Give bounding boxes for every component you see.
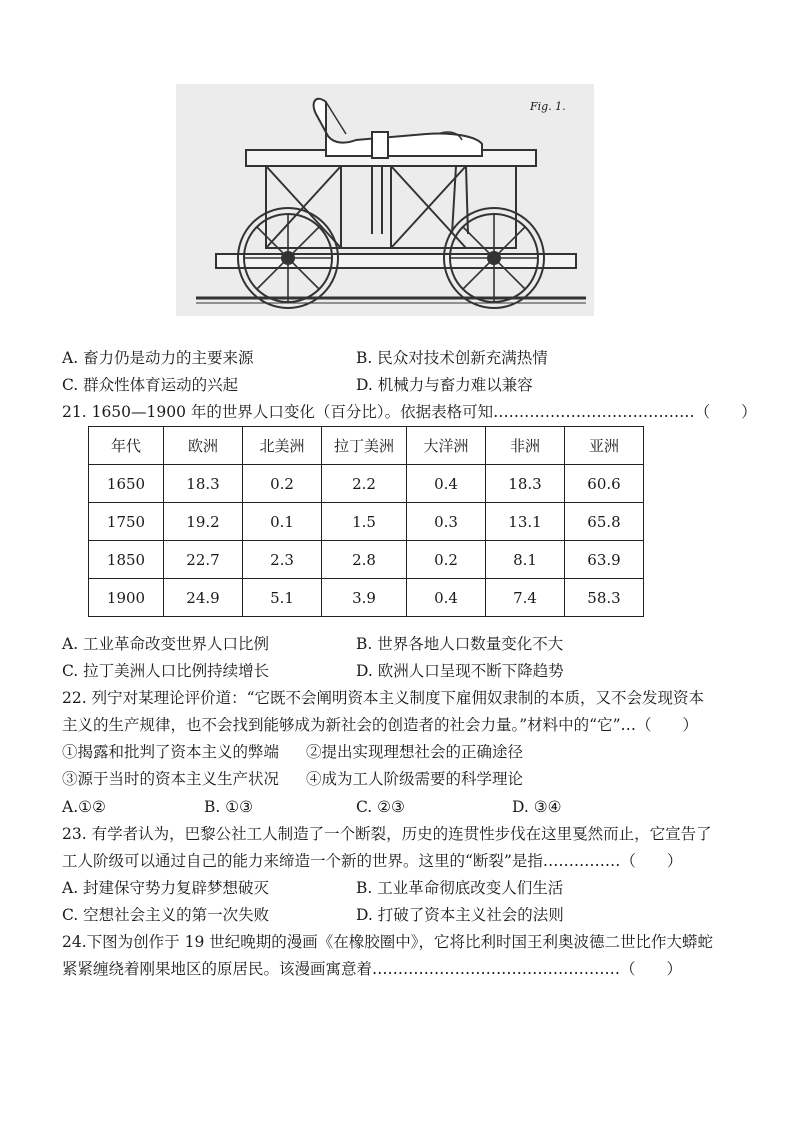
population-table (88, 426, 644, 617)
q23-option-c: C. 空想社会主义的第一次失败 (62, 906, 270, 924)
table-cell: 1650 (89, 465, 164, 503)
table-cell: 24.9 (164, 579, 243, 617)
q20-option-d: D. 机械力与畜力难以兼容 (356, 376, 533, 394)
table-cell: 19.2 (164, 503, 243, 541)
q23-stem-line1: 23. 有学者认为，巴黎公社工人制造了一个断裂，历史的连贯性步伐在这里戛然而止，它宣告了 (62, 825, 712, 843)
q21-option-c: C. 拉丁美洲人口比例持续增长 (62, 662, 270, 680)
table-cell: 18.3 (486, 465, 565, 503)
q23-option-b: B. 工业革命彻底改变人们生活 (356, 879, 564, 897)
table-cell: 0.4 (407, 465, 486, 503)
table-cell: 0.1 (243, 503, 322, 541)
table-row (89, 503, 644, 541)
q22-stem-line1: 22. 列宁对某理论评价道：“它既不会阐明资本主义制度下雇佣奴隶制的本质，又不会发现资本 (62, 689, 705, 707)
q21-option-a: A. 工业革命改变世界人口比例 (62, 635, 270, 653)
q24-stem-line1: 24.下图为创作于 19 世纪晚期的漫画《在橡胶圈中》，它将比利时国王利奥波德二世比作大蟒蛇 (62, 933, 713, 951)
table-row (89, 579, 644, 617)
table-header-cell: 非洲 (486, 427, 565, 465)
q24-stem-line2: 紧紧缠绕着刚果地区的原居民。该漫画寓意着…………………………………………（ ） (62, 960, 683, 978)
table-cell: 1900 (89, 579, 164, 617)
q22-option-c: C. ②③ (356, 798, 405, 816)
table-cell: 0.3 (407, 503, 486, 541)
q22-item-1: ①揭露和批判了资本主义的弊端 (62, 743, 280, 761)
table-cell: 0.2 (243, 465, 322, 503)
table-header-cell: 北美洲 (243, 427, 322, 465)
table-cell: 8.1 (486, 541, 565, 579)
q22-option-b: B. ①③ (204, 798, 254, 816)
q20-option-c: C. 群众性体育运动的兴起 (62, 376, 239, 394)
table-cell: 60.6 (565, 465, 644, 503)
q22-item-3: ③源于当时的资本主义生产状况 (62, 770, 280, 788)
q22-item-4: ④成为工人阶级需要的科学理论 (306, 770, 524, 788)
table-header-cell: 欧洲 (164, 427, 243, 465)
q22-item-2: ②提出实现理想社会的正确途径 (306, 743, 524, 761)
table-row (89, 541, 644, 579)
table-cell: 5.1 (243, 579, 322, 617)
horse-railcar-figure (176, 84, 594, 316)
table-header-cell: 年代 (89, 427, 164, 465)
table-header-cell: 拉丁美洲 (322, 427, 407, 465)
figure-caption: Fig. 1. (530, 100, 566, 113)
q22-stem-line2: 主义的生产规律，也不会找到能够成为新社会的创造者的社会力量。”材料中的“它”…（ ） (62, 716, 699, 734)
q21-stem: 21. 1650—1900 年的世界人口变化（百分比）。依据表格可知…………………………………（ ） (62, 403, 757, 421)
table-cell: 18.3 (164, 465, 243, 503)
table-cell: 1750 (89, 503, 164, 541)
q20-option-a: A. 畜力仍是动力的主要来源 (62, 349, 254, 367)
q23-stem-line2: 工人阶级可以通过自己的能力来缔造一个新的世界。这里的“断裂”是指……………（ ） (62, 852, 683, 870)
table-cell: 63.9 (565, 541, 644, 579)
table-header-cell: 大洋洲 (407, 427, 486, 465)
table-cell: 58.3 (565, 579, 644, 617)
table-cell: 65.8 (565, 503, 644, 541)
table-cell: 1850 (89, 541, 164, 579)
table-row (89, 465, 644, 503)
table-header-row (89, 427, 644, 465)
q22-option-d: D. ③④ (512, 798, 562, 816)
table-cell: 22.7 (164, 541, 243, 579)
horse-railcar-illustration (176, 84, 594, 316)
q21-option-d: D. 欧洲人口呈现不断下降趋势 (356, 662, 564, 680)
table-cell: 2.3 (243, 541, 322, 579)
table-cell: 0.4 (407, 579, 486, 617)
q23-option-a: A. 封建保守势力复辟梦想破灭 (62, 879, 270, 897)
table-header-cell: 亚洲 (565, 427, 644, 465)
table-cell: 7.4 (486, 579, 565, 617)
q20-option-b: B. 民众对技术创新充满热情 (356, 349, 548, 367)
table-cell: 3.9 (322, 579, 407, 617)
q23-option-d: D. 打破了资本主义社会的法则 (356, 906, 564, 924)
table-cell: 0.2 (407, 541, 486, 579)
table-cell: 13.1 (486, 503, 565, 541)
table-cell: 1.5 (322, 503, 407, 541)
table-cell: 2.8 (322, 541, 407, 579)
table-cell: 2.2 (322, 465, 407, 503)
q22-option-a: A.①② (62, 798, 106, 816)
q21-option-b: B. 世界各地人口数量变化不大 (356, 635, 564, 653)
